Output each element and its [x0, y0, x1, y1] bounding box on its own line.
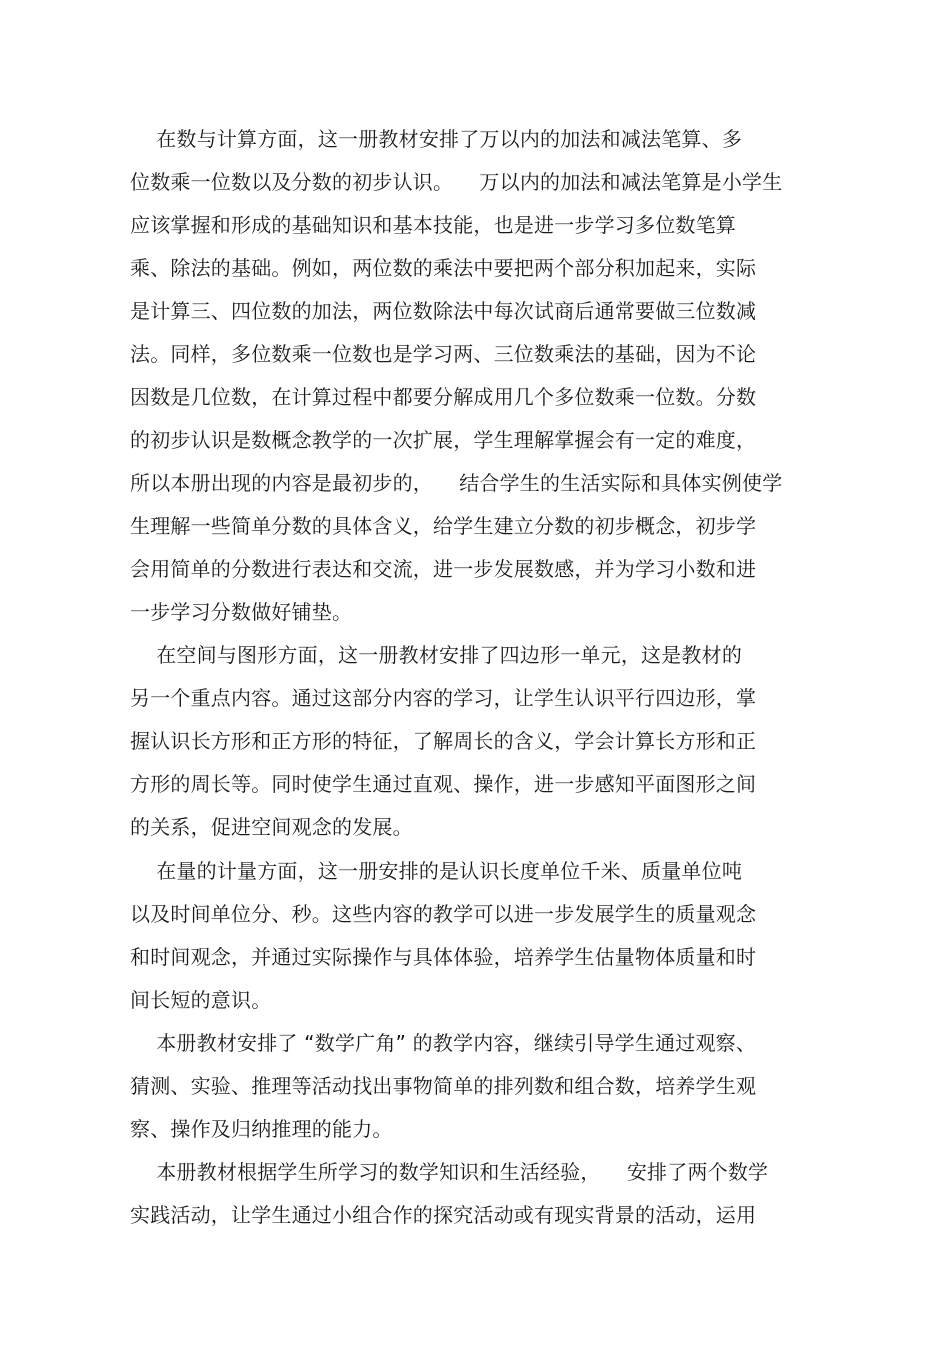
- text-line: 应该掌握和形成的基础知识和基本技能，也是进一步学习多位数笔算: [130, 213, 736, 237]
- text-line: 法。同样，多位数乘一位数也是学习两、三位数乘法的基础，因为不论: [130, 342, 757, 366]
- text-line: 所以本册出现的内容是最初步的， 结合学生的生活实际和具体实例使学: [130, 471, 783, 495]
- text-line: 因数是几位数，在计算过程中都要分解成用几个多位数乘一位数。分数: [130, 385, 757, 409]
- text-line: 察、操作及归纳推理的能力。: [130, 1117, 393, 1141]
- text-line: 本册教材根据学生所学习的数学知识和生活经验， 安排了两个数学: [130, 1160, 769, 1184]
- text-line: 在量的计量方面，这一册安排的是认识长度单位千米、质量单位吨: [130, 859, 743, 883]
- text-line: 是计算三、四位数的加法，两位数除法中每次试商后通常要做三位数减: [130, 299, 757, 323]
- text-line: 位数乘一位数以及分数的初步认识。 万以内的加法和减法笔算是小学生: [130, 170, 783, 194]
- text-line: 会用简单的分数进行表达和交流，进一步发展数感，并为学习小数和进: [130, 557, 757, 581]
- text-line: 乘、除法的基础。例如，两位数的乘法中要把两个部分积加起来，实际: [130, 256, 757, 280]
- text-line: 握认识长方形和正方形的特征，了解周长的含义，学会计算长方形和正: [130, 729, 757, 753]
- text-line: 和时间观念，并通过实际操作与具体体验，培养学生估量物体质量和时: [130, 945, 757, 969]
- text-line: 生理解一些简单分数的具体含义，给学生建立分数的初步概念，初步学: [130, 514, 757, 538]
- text-line: 的初步认识是数概念教学的一次扩展，学生理解掌握会有一定的难度，: [130, 428, 757, 452]
- text-line: 本册教材安排了 “数学广角” 的教学内容，继续引导学生通过观察、: [130, 1031, 757, 1055]
- text-line: 实践活动，让学生通过小组合作的探究活动或有现实背景的活动，运用: [130, 1203, 757, 1227]
- text-line: 另一个重点内容。通过这部分内容的学习，让学生认识平行四边形，掌: [130, 686, 757, 710]
- text-line: 间长短的意识。: [130, 988, 272, 1012]
- text-line: 的关系，促进空间观念的发展。: [130, 815, 413, 839]
- text-line: 在空间与图形方面，这一册教材安排了四边形一单元，这是教材的: [130, 643, 743, 667]
- text-line: 以及时间单位分、秒。这些内容的教学可以进一步发展学生的质量观念: [130, 902, 757, 926]
- text-line: 在数与计算方面，这一册教材安排了万以内的加法和减法笔算、多: [130, 127, 743, 151]
- text-line: 一步学习分数做好铺垫。: [130, 600, 353, 624]
- text-line: 方形的周长等。同时使学生通过直观、操作，进一步感知平面图形之间: [130, 772, 757, 796]
- text-line: 猜测、实验、推理等活动找出事物简单的排列数和组合数，培养学生观: [130, 1074, 757, 1098]
